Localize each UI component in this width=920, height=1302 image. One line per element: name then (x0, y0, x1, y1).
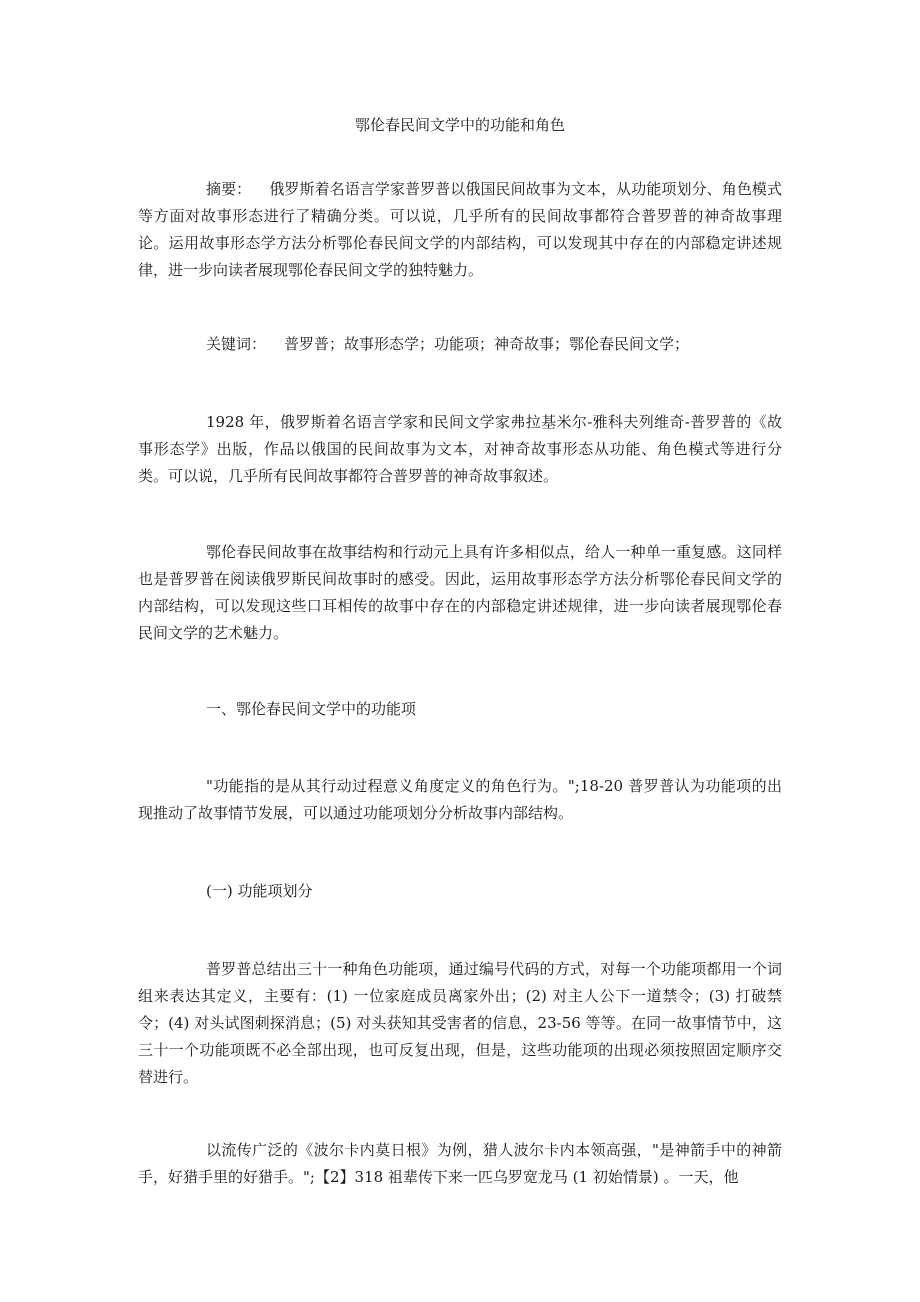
body-paragraph: 鄂伦春民间故事在故事结构和行动元上具有许多相似点，给人一种单一重复感。这同样也是普罗普在阅读俄罗斯民间故事时的感受。因此，运用故事形态学方法分析鄂伦春民间文学的内部结构，可以发现这些口耳相传的故事中存在的内部稳定讲述规律，进一步向读者展现鄂伦春民间文学的艺术魅力。 (138, 543, 782, 642)
keywords-label: 关键词： (206, 335, 267, 353)
section-heading: 一、鄂伦春民间文学中的功能项 (206, 700, 417, 718)
abstract-paragraph (138, 176, 782, 284)
example-paragraph: 以流传广泛的《波尔卡内莫日根》为例，猎人波尔卡内本领高强，"是神箭手中的神箭手，好猎手里的好猎手。";【2】318 祖辈传下来一匹乌罗宽龙马 (1 初始情景) 。一天，他 (138, 1141, 782, 1186)
abstract-text: 俄罗斯着名语言学家普罗普以俄国民间故事为文本，从功能项划分、角色模式等方面对故事形态进行了精确分类。可以说，几乎所有的民间故事都符合普罗普的神奇故事理论。运用故事形态学方法分析鄂伦春民间文学的内部结构，可以发现其中存在的内部稳定讲述规律，进一步向读者展现鄂伦春民间文学的独特魅力。 (138, 180, 782, 279)
quote-paragraph: "功能指的是从其行动过程意义角度定义的角色行为。";18-20 普罗普认为功能项的出现推动了故事情节发展，可以通过功能项划分分析故事内部结构。 (138, 777, 782, 822)
document-title: 鄂伦春民间文学中的功能和角色 (354, 116, 565, 134)
subsection-heading: (一) 功能项划分 (206, 882, 313, 900)
intro-paragraph: 1928 年，俄罗斯着名语言学家和民间文学家弗拉基米尔-雅科夫列维奇-普罗普的《故事形态学》出版，作品以俄国的民间故事为文本，对神奇故事形态从功能、角色模式等进行分类。可以说，几乎所有民间故事都符合普罗普的神奇故事叙述。 (138, 413, 782, 485)
keywords-text: 普罗普；故事形态学；功能项；神奇故事；鄂伦春民间文学； (284, 335, 690, 353)
abstract-label: 摘要： (206, 180, 252, 198)
functions-paragraph: 普罗普总结出三十一种角色功能项，通过编号代码的方式，对每一个功能项都用一个词组来表达其定义，主要有：(1) 一位家庭成员离家外出；(2) 对主人公下一道禁令；(3) 打破禁令；(4) 对头试图刺探消息；(5) 对头获知其受害者的信息，23-56 等等。在同一故事情节中，这三十一个功能项既不必全部出现，也可反复出现，但是，这些功能项的出现必须按照固定顺序交替进行。 (138, 960, 782, 1086)
keywords-paragraph (138, 331, 782, 358)
